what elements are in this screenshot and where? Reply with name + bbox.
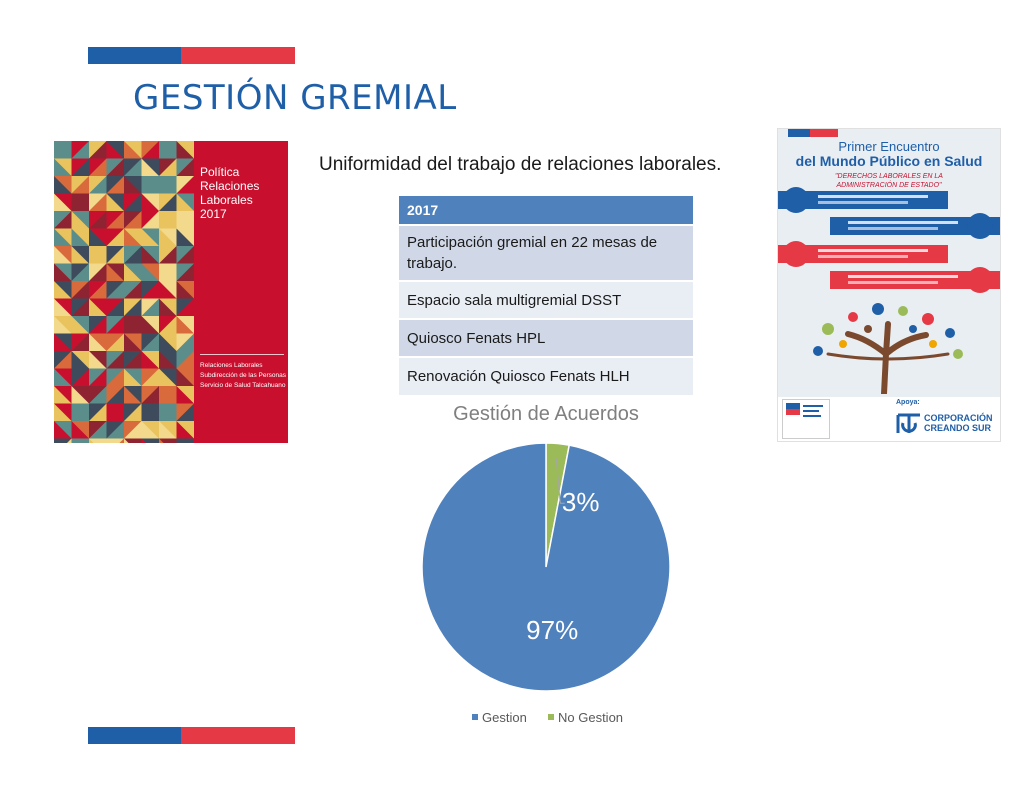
chart-title: Gestión de Acuerdos xyxy=(453,403,639,425)
activities-table xyxy=(399,196,693,395)
cover-title-line: Política xyxy=(200,165,240,179)
table-cell: Espacio sala multigremial DSST xyxy=(399,281,693,319)
table-row xyxy=(399,281,693,319)
pie-slices xyxy=(422,443,670,691)
cover-divider xyxy=(200,354,284,355)
table-cell: Participación gremial en 22 mesas de trabajo. xyxy=(399,225,693,281)
table-cell: Quiosco Fenats HPL xyxy=(399,319,693,357)
table-header-year: 2017 xyxy=(399,196,693,225)
poster-event-banners xyxy=(778,187,1000,297)
pie-slice-gestion xyxy=(422,443,670,691)
corporacion-line: CREANDO SUR xyxy=(924,423,992,433)
legend-label: Gestion xyxy=(482,710,527,725)
cover-footer-line: Subdirección de las Personas xyxy=(200,372,286,379)
flag-red-segment xyxy=(181,47,295,64)
poster-tagline-line: ADMINISTRACIÓN DE ESTADO" xyxy=(836,182,942,189)
date-circle xyxy=(967,213,993,239)
table-row xyxy=(399,357,693,395)
chart-legend xyxy=(472,710,623,725)
corporacion-line: CORPORACIÓN xyxy=(924,413,993,423)
table-row xyxy=(399,225,693,281)
date-circle xyxy=(783,241,809,267)
poster-heading-line1: Primer Encuentro xyxy=(838,139,940,154)
corporacion-text xyxy=(924,413,993,433)
flag-red-segment xyxy=(181,727,295,744)
date-circle xyxy=(783,187,809,213)
poster-flag xyxy=(788,129,838,137)
corporacion-logo xyxy=(896,411,996,435)
table-cell: Renovación Quiosco Fenats HLH xyxy=(399,357,693,395)
slide-title: GESTIÓN GREMIAL xyxy=(133,78,457,118)
flag-blue-segment xyxy=(88,727,181,744)
date-circle xyxy=(967,267,993,293)
data-label-gestion: 97% xyxy=(526,614,579,645)
cover-footer-line: Servicio de Salud Talcahuano xyxy=(200,382,286,389)
table-row xyxy=(399,319,693,357)
ministry-logo xyxy=(782,399,830,439)
gestion-acuerdos-pie-chart xyxy=(400,395,700,735)
corporacion-mark-icon xyxy=(896,411,922,435)
event-poster-image xyxy=(777,128,1001,442)
data-label-no-gestion: 3% xyxy=(561,487,600,518)
legend-label: No Gestion xyxy=(558,710,624,725)
cover-title-line: Laborales xyxy=(200,193,253,207)
cover-footer-line: Relaciones Laborales xyxy=(200,362,263,369)
cover-footer xyxy=(200,361,288,391)
cover-title xyxy=(200,165,284,221)
geometric-mosaic-pattern xyxy=(54,141,194,443)
tree-illustration xyxy=(798,299,978,394)
table-header-row xyxy=(399,196,693,225)
poster-heading-line2: del Mundo Público en Salud xyxy=(795,153,983,169)
slide-subtitle: Uniformidad del trabajo de relaciones laborales. xyxy=(319,154,722,175)
flag-blue-segment xyxy=(88,47,181,64)
legend-swatch xyxy=(548,714,554,720)
policy-cover-image xyxy=(54,141,288,443)
cover-title-line: 2017 xyxy=(200,207,227,221)
legend-swatch xyxy=(472,714,478,720)
cover-title-line: Relaciones xyxy=(200,179,260,193)
poster-apoya-label: Apoya: xyxy=(896,399,920,406)
poster-tagline-line: "DERECHOS LABORALES EN LA xyxy=(835,173,943,180)
